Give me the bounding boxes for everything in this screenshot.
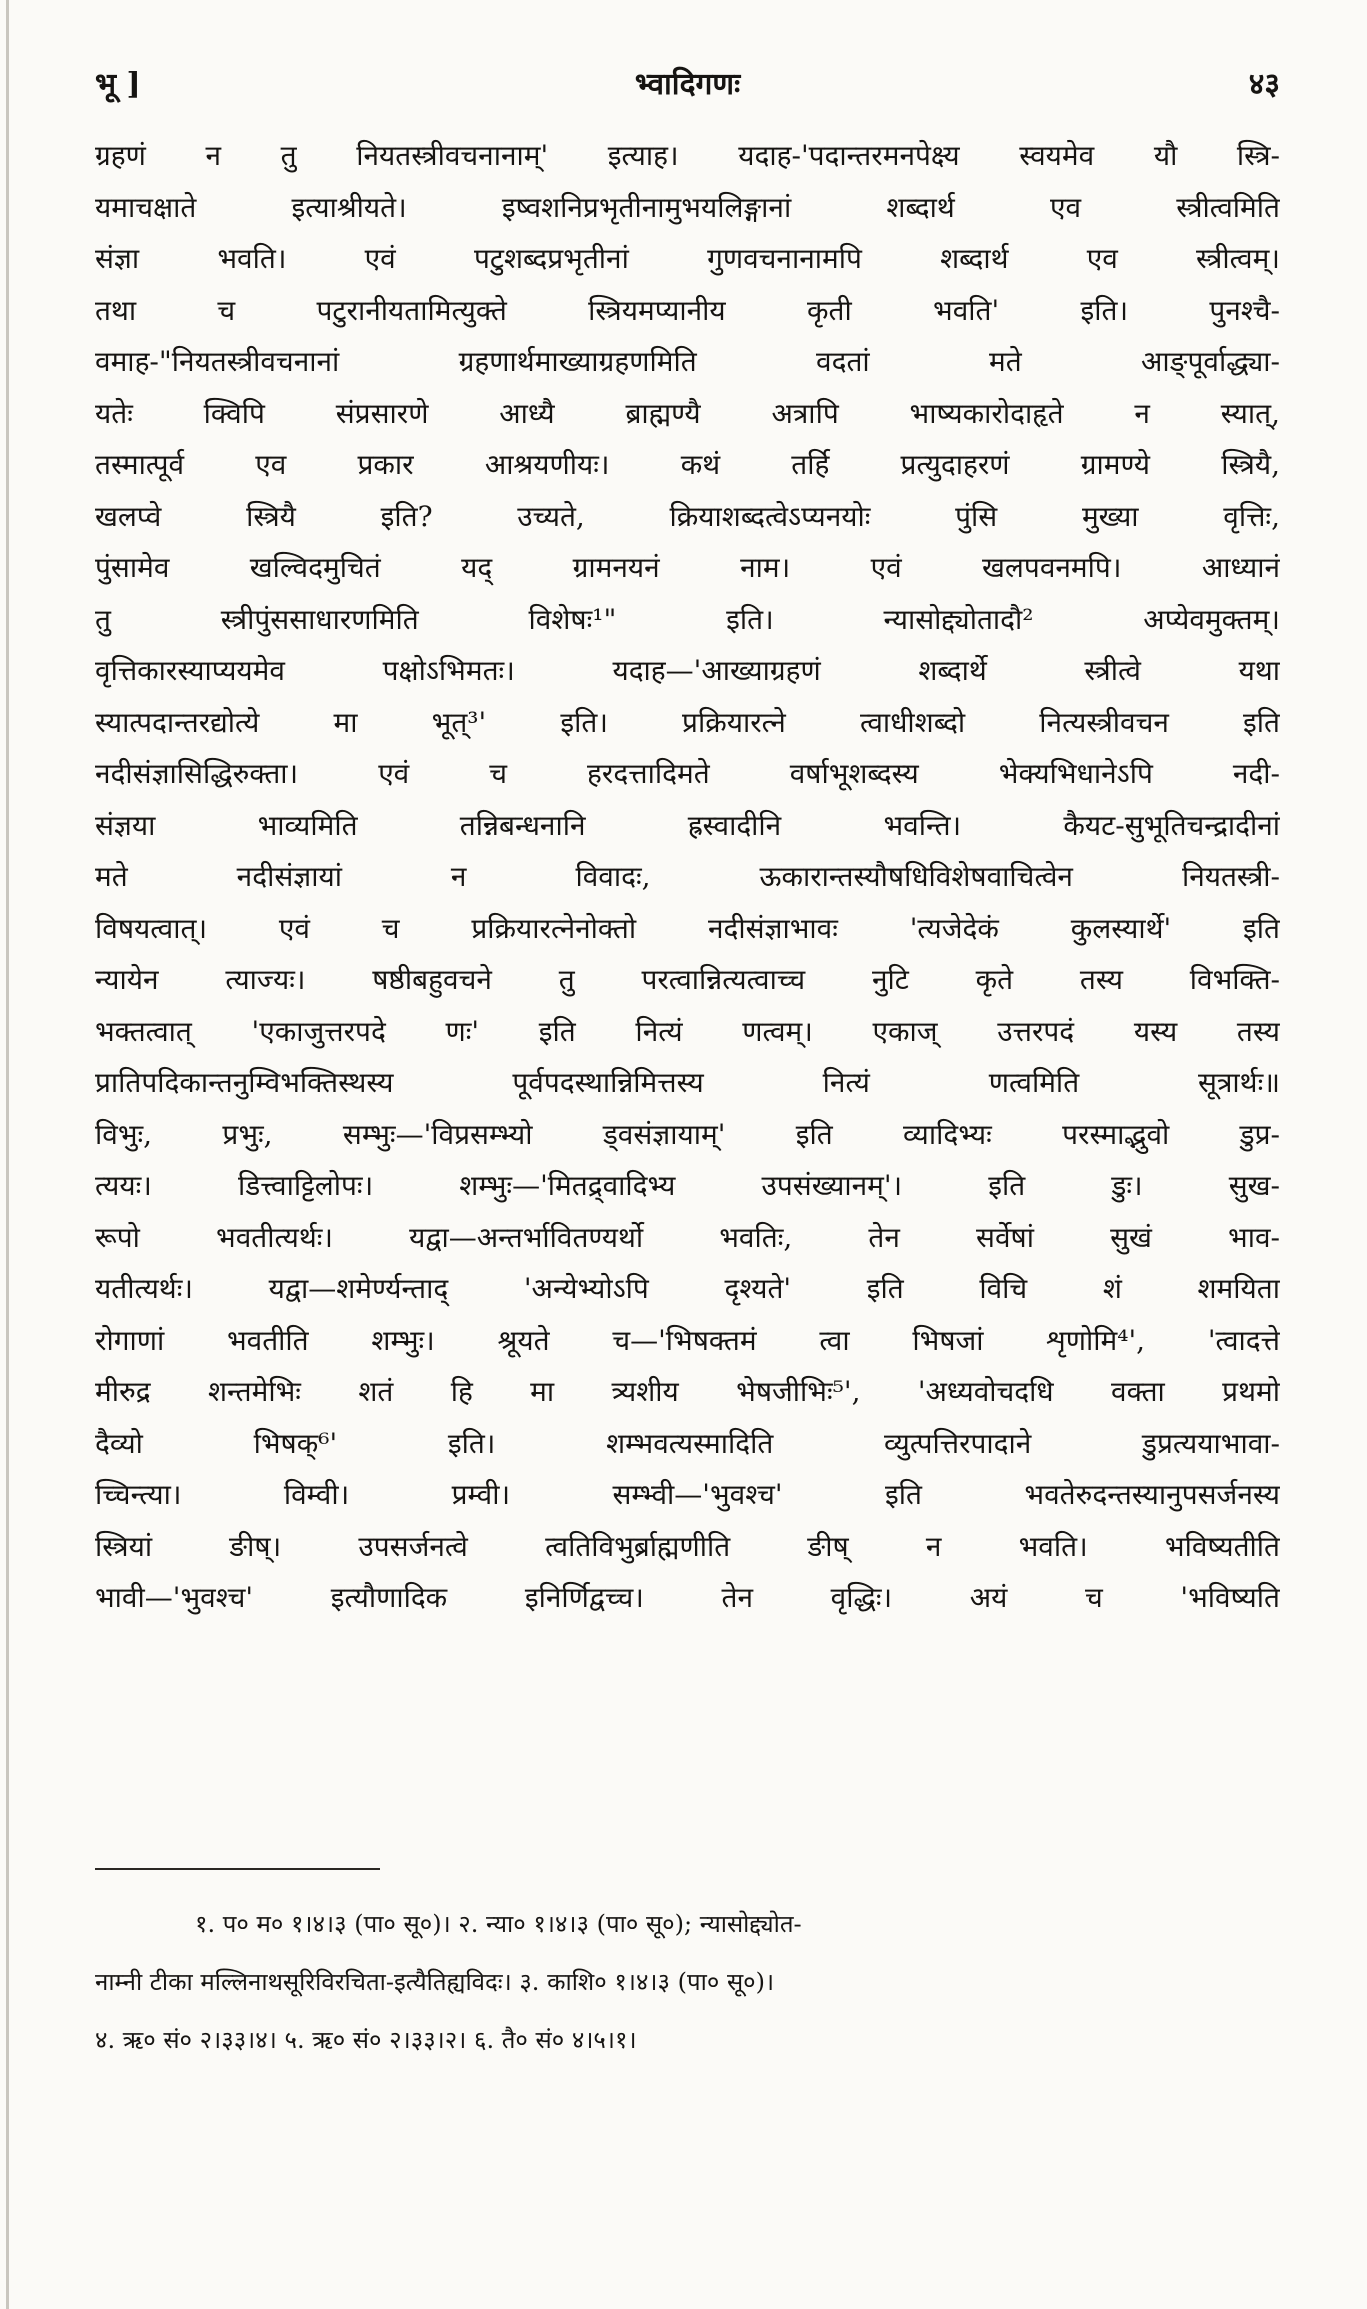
text-line: मते नदीसंज्ञायां न विवादः, ऊकारान्तस्यौषधिविशेषवाचित्वेन नियतस्त्री- — [95, 860, 1280, 893]
text-line: नदीसंज्ञासिद्धिरुक्ता। एवं च हरदत्तादिमते वर्षाभूशब्दस्य भेक्यभिधानेऽपि नदी- — [95, 757, 1280, 790]
text-line: न्यायेन त्याज्यः। षष्ठीबहुवचने तु परत्वान्नित्यत्वाच्च नुटि कृते तस्य विभक्ति- — [95, 963, 1280, 996]
text-line: च्चिन्त्या। विम्वी। प्रम्वी। सम्भ्वी—'भुवश्च' इति भवतेरुदन्तस्यानुपसर्जनस्य — [95, 1478, 1280, 1511]
text-line: विभुः, प्रभुः, सम्भुः—'विप्रसम्भ्यो ड्वसंज्ञायाम्' इति व्यादिभ्यः परस्माद्भुवो डुप्र- — [95, 1117, 1280, 1151]
text-line: तु स्त्रीपुंससाधारणमिति विशेषः¹" इति। न्यासोद्द्योतादौ² अप्येवमुक्तम्। — [95, 602, 1280, 636]
text-line: संज्ञया भाव्यमिति तन्निबन्धनानि ह्रस्वादीनि भवन्ति। कैयट-सुभूतिचन्द्रादीनां — [95, 808, 1280, 842]
page-edge-shadow — [6, 0, 9, 2309]
running-header — [95, 55, 1280, 115]
header-section-mark: भू ] — [95, 67, 141, 102]
text-line: पुंसामेव खल्विदमुचितं यद् ग्रामनयनं नाम। एवं खलपवनमपि। आध्यानं — [95, 551, 1280, 584]
page-number: ४३ — [1248, 67, 1280, 102]
text-line: प्रातिपदिकान्तनुम्विभक्तिस्थस्य पूर्वपदस्थान्निमित्तस्य नित्यं णत्वमिति सूत्रार्थः॥ — [95, 1066, 1280, 1099]
text-line: भावी—'भुवश्च' इत्यौणादिक इनिर्णिद्वच्च। तेन वृद्धिः। अयं च 'भविष्यति — [95, 1581, 1280, 1614]
text-line: मीरुद्र शन्तमेभिः शतं हि मा त्र्यशीय भेषजीभिः⁵', 'अध्यवोचदधि वक्ता प्रथमो — [95, 1375, 1280, 1408]
text-line: तस्मात्पूर्व एव प्रकार आश्रयणीयः। कथं तर्हि प्रत्युदाहरणं ग्रामण्ये स्त्रियै, — [95, 448, 1280, 481]
footnote-line: नाम्नी टीका मल्लिनाथसूरिविरचिता-इत्यैतिह्यविदः। ३. काशि० १।४।३ (पा० सू०)। — [95, 1968, 775, 1996]
text-line: ग्रहणं न तु नियतस्त्रीवचनानाम्' इत्याह। यदाह-'पदान्तरमनपेक्ष्य स्वयमेव यौ स्त्रि- — [95, 139, 1280, 172]
footnote-rule — [95, 1868, 380, 1870]
text-line: संज्ञा भवति। एवं पटुशब्दप्रभृतीनां गुणवचनानामपि शब्दार्थ एव स्त्रीत्वम्। — [95, 242, 1280, 275]
text-line: वृत्तिकारस्याप्ययमेव पक्षोऽभिमतः। यदाह—'आख्याग्रहणं शब्दार्थे स्त्रीत्वे यथा — [95, 654, 1280, 687]
text-line: त्ययः। डित्त्वाट्टिलोपः। शम्भुः—'मितद्र्वादिभ्य उपसंख्यानम्'। इति डुः। सुख- — [95, 1169, 1280, 1202]
text-line: तथा च पटुरानीयतामित्युक्ते स्त्रियमप्यानीय कृती भवति' इति। पुनश्चै- — [95, 293, 1280, 327]
text-line: यतेः क्विपि संप्रसारणे आध्यै ब्राह्मण्यै अत्रापि भाष्यकारोदाहृते न स्यात्, — [95, 396, 1280, 430]
text-line: रूपो भवतीत्यर्थः। यद्वा—अन्तर्भावितण्यर्थो भवतिः, तेन सर्वेषां सुखं भाव- — [95, 1220, 1280, 1254]
text-line: यमाचक्षाते इत्याश्रीयते। इष्वशनिप्रभृतीनामुभयलिङ्गानां शब्दार्थ एव स्त्रीत्वमिति — [95, 190, 1280, 224]
text-line: स्त्रियां ङीष्। उपसर्जनत्वे त्वतिविभुर्ब्राह्मणीति ङीष् न भवति। भविष्यतीति — [95, 1529, 1280, 1563]
text-line: दैव्यो भिषक्⁶' इति। शम्भवत्यस्मादिति व्युत्पत्तिरपादाने डुप्रत्ययाभावा- — [95, 1426, 1280, 1460]
footnotes — [95, 1895, 1280, 2069]
text-line: यतीत्यर्थः। यद्वा—शमेर्ण्यन्ताद् 'अन्येभ्योऽपि दृश्यते' इति विचि शं शमयिता — [95, 1272, 1280, 1305]
footnote-line: ४. ऋ० सं० २।३३।४। ५. ऋ० सं० २।३३।२। ६. तै० सं० ४।५।१। — [95, 2026, 637, 2054]
text-line: रोगाणां भवतीति शम्भुः। श्रूयते च—'भिषक्तमं त्वा भिषजां शृणोमि⁴', 'त्वादत्ते — [95, 1323, 1280, 1357]
main-text — [95, 130, 1280, 1624]
header-title: भ्वादिगणः — [634, 67, 741, 102]
text-line: खलप्वे स्त्रियै इति? उच्यते, क्रियाशब्दत्वेऽप्यनयोः पुंसि मुख्या वृत्तिः, — [95, 499, 1280, 533]
text-line: वमाह-"नियतस्त्रीवचनानां ग्रहणार्थमाख्याग्रहणमिति वदतां मते आङ्पूर्वाद्ध्या- — [95, 345, 1280, 378]
text-line: विषयत्वात्। एवं च प्रक्रियारत्नेनोक्तो नदीसंज्ञाभावः 'त्यजेदेकं कुलस्यार्थे' इति — [95, 911, 1280, 945]
text-line: भक्तत्वात् 'एकाजुत्तरपदे णः' इति नित्यं णत्वम्। एकाज् उत्तरपदं यस्य तस्य — [95, 1014, 1280, 1048]
footnote-line: १. प० म० १।४।३ (पा० सू०)। २. न्या० १।४।३ (पा० सू०); न्यासोद्द्योत- — [195, 1910, 802, 1938]
text-line: स्यात्पदान्तरद्योत्ये मा भूत्³' इति। प्रक्रियारत्ने त्वाधीशब्दो नित्यस्त्रीवचन इति — [95, 705, 1280, 739]
